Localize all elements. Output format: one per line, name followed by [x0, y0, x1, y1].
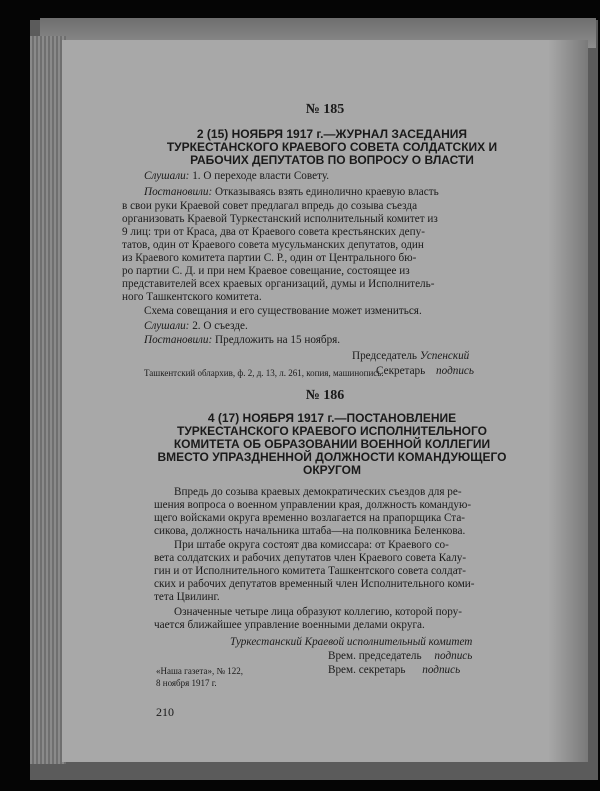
doc-185-heading-line: 2 (15) НОЯБРЯ 1917 г.—ЖУРНАЛ ЗАСЕДАНИЯ [196, 127, 468, 141]
doc-185-secretary [376, 365, 474, 377]
vice-chair-label: Врем. председатель [328, 650, 422, 662]
chair-label: Председатель [352, 350, 418, 362]
doc-186-body-line: чается ближайшее управление военными делами округа. [154, 619, 425, 631]
doc-186-body-line: гин и от Исполнительного комитета Ташкентского совета солдат- [154, 565, 466, 577]
vice-chair-signature: подпись [434, 650, 473, 662]
heard-label: Слушали: [144, 170, 190, 182]
doc-185-scheme: Схема совещания и его существование может измениться. [144, 305, 422, 317]
doc-186-body-line: При штабе округа состоят два комиссара: от Краевого со- [174, 539, 449, 551]
doc-185-resolved-line: ро партии С. Д. и при нем Краевое совещание, состоящее из [122, 265, 410, 277]
doc-185-resolved-line: ного Ташкентского комитета. [122, 291, 262, 303]
resolved-label: Постановили: [144, 186, 213, 198]
doc-186-source-line-2: 8 ноября 1917 г. [156, 678, 217, 688]
doc-186-body-line: Впредь до созыва краевых демократических съездов для ре- [174, 486, 462, 498]
book-page [62, 40, 588, 762]
doc-185-resolved-line: 9 лиц: три от Краса, два от Краевого совета крестьянских депу- [122, 226, 425, 238]
doc-185-heading [122, 128, 542, 167]
doc-186-heading-line: КОМИТЕТА ОБ ОБРАЗОВАНИИ ВОЕННОЙ КОЛЛЕГИИ [173, 437, 491, 451]
doc-186-committee: Туркестанский Краевой исполнительный комитет [230, 636, 473, 648]
secretary-signature: подпись [436, 365, 474, 377]
doc-186-body-line: сикова, должность начальника штаба—на полковника Беленкова. [154, 525, 466, 537]
heard-text: 1. О переходе власти Совету. [192, 170, 330, 182]
doc-186-body-line: Означенные четыре лица образуют коллегию, которой пору- [174, 606, 462, 618]
doc-186-heading [112, 412, 552, 477]
doc-185-heading-line: РАБОЧИХ ДЕПУТАТОВ ПО ВОПРОСУ О ВЛАСТИ [190, 153, 474, 167]
doc-186-body-line: вета солдатских и рабочих депутатов член Краевого совета Калу- [154, 552, 467, 564]
doc-185-resolved-first-line [144, 186, 439, 199]
doc-186-body-line: ских и рабочих депутатов временный член Исполнительного коми- [154, 578, 475, 590]
doc-186-number: № 186 [305, 388, 345, 403]
page-number: 210 [156, 705, 174, 719]
doc-186-heading-line: 4 (17) НОЯБРЯ 1917 г.—ПОСТАНОВЛЕНИЕ [207, 411, 457, 425]
resolved-label: Постановили: [144, 334, 213, 346]
secretary-label: Секретарь [376, 365, 426, 377]
doc-185-resolved-line: в свои руки Краевой совет предлагал впредь до созыва съезда [122, 200, 418, 212]
doc-185-chair [352, 350, 469, 362]
doc-186-body-line: шения вопроса о военном управлении края, должность командую- [154, 499, 472, 511]
doc-185-heard-2 [144, 320, 248, 333]
doc-185-resolved-line: из Краевого комитета партии С. Р., один от Центрального бю- [122, 252, 417, 264]
heard-text: 2. О съезде. [192, 320, 248, 332]
doc-186-body-line: щего войсками округа временно возлагается на прапорщика Ста- [154, 512, 466, 524]
doc-186-heading-line: ВМЕСТО УПРАЗДНЕННОЙ ДОЛЖНОСТИ КОМАНДУЮЩЕГО [157, 450, 507, 464]
vice-secretary-signature: подпись [422, 664, 461, 676]
doc-185-resolved-line: организовать Краевой Туркестанский исполнительный комитет из [122, 213, 438, 225]
doc-186-body-line: тета Цвилинг. [154, 591, 220, 603]
doc-185-heard-1 [144, 170, 329, 183]
doc-186-heading-line: ОКРУГОМ [303, 463, 361, 477]
doc-185-resolved-line: татов, один от Краевого совета мусульманских депутатов, один [122, 239, 424, 251]
doc-185-number: № 185 [305, 102, 345, 117]
doc-186-vice-chair [328, 650, 472, 662]
doc-185-resolved-2 [144, 334, 340, 347]
page-content [62, 40, 588, 762]
resolved-text: Отказываясь взять единолично краевую власть [215, 186, 439, 198]
doc-186-source-line-1: «Наша газета», № 122, [156, 666, 244, 676]
doc-185-heading-line: ТУРКЕСТАНСКОГО КРАЕВОГО СОВЕТА СОЛДАТСКИХ И [166, 140, 498, 154]
chair-signature: Успенский [419, 350, 470, 362]
doc-186-heading-line: ТУРКЕСТАНСКОГО КРАЕВОГО ИСПОЛНИТЕЛЬНОГО [176, 424, 487, 438]
book-page-edges [30, 36, 66, 764]
heard-label: Слушали: [144, 320, 190, 332]
doc-185-source: Ташкентский облархив, ф. 2, д. 13, л. 261, копия, машинопись. [144, 368, 384, 378]
resolved-text: Предложить на 15 ноября. [215, 334, 341, 346]
doc-186-vice-secretary [328, 664, 460, 676]
doc-185-resolved-line: представителей всех краевых организаций, думы и Исполнитель- [122, 278, 435, 290]
vice-secretary-label: Врем. секретарь [328, 664, 406, 676]
